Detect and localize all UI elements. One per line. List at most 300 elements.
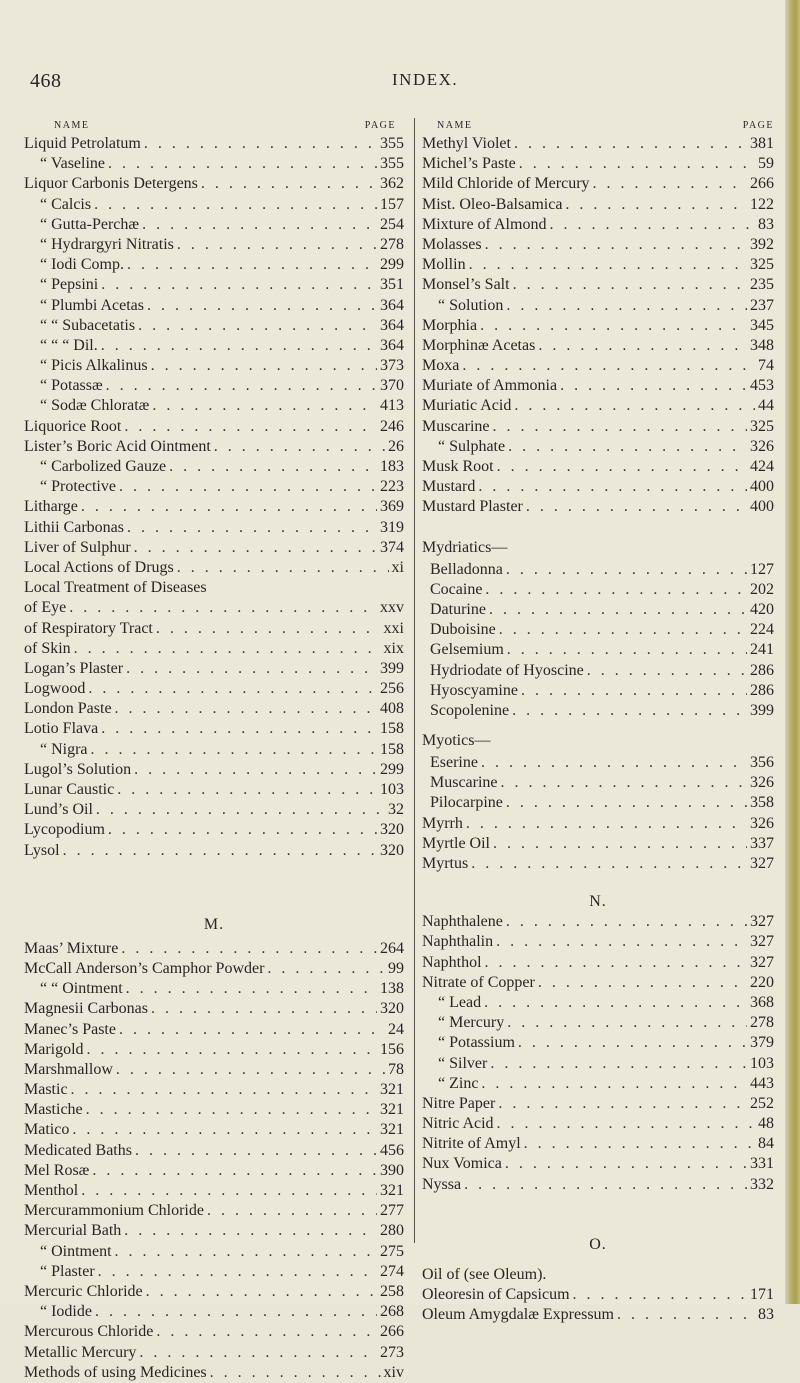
index-entry <box>24 396 404 416</box>
entry-page-number: 103 <box>750 1054 774 1072</box>
entry-page-number: 355 <box>380 155 404 173</box>
leader-dots <box>124 1221 377 1241</box>
leader-dots <box>466 814 747 834</box>
leader-dots <box>485 580 747 600</box>
entry-list <box>24 939 404 1383</box>
leader-dots <box>146 1282 377 1302</box>
entry-page-number: 374 <box>380 538 404 556</box>
entry-name: Duboisine <box>430 621 496 639</box>
entry-page-number: 26 <box>388 437 404 455</box>
entry-name: Mustard <box>422 478 476 496</box>
entry-name: “ Plaster <box>40 1262 95 1280</box>
entry-name: Daturine <box>430 600 486 618</box>
entry-name: Logan’s Plaster <box>24 659 124 677</box>
index-entry <box>422 1033 774 1053</box>
leader-dots <box>139 1343 377 1363</box>
leader-dots <box>71 1080 377 1100</box>
entry-page-number: 327 <box>750 953 774 971</box>
entry-list <box>24 134 404 578</box>
entry-page-number: 321 <box>380 1182 404 1199</box>
index-entry <box>422 661 774 681</box>
entry-page-number: 246 <box>380 417 404 435</box>
leader-dots <box>126 979 377 999</box>
entry-page-number: 369 <box>380 498 404 516</box>
index-entry <box>24 1080 404 1100</box>
entry-page-number: 351 <box>380 276 404 294</box>
index-entry <box>422 457 774 477</box>
entry-page-number: xxv <box>380 599 404 617</box>
entry-page-number: 392 <box>750 235 774 253</box>
leader-dots <box>138 316 377 336</box>
entry-name: Naphthalene <box>422 913 503 931</box>
leader-dots <box>142 215 377 235</box>
index-entry <box>24 1060 404 1080</box>
entry-name: Manec’s Paste <box>24 1020 116 1038</box>
right-column-header <box>422 118 774 134</box>
entry-list <box>422 560 774 722</box>
index-entry <box>24 659 404 679</box>
index-entry <box>24 356 404 376</box>
entry-name: Litharge <box>24 498 78 516</box>
entry-page-number: 277 <box>380 1202 404 1220</box>
index-entry <box>24 477 404 497</box>
leader-dots <box>119 477 377 497</box>
leader-dots <box>485 953 747 973</box>
entry-name: of Eye <box>24 599 67 617</box>
leader-dots <box>210 1363 381 1383</box>
index-entry <box>24 959 404 979</box>
entry-name: Liquor Carbonis Detergens <box>24 175 198 193</box>
entry-name: Oleum Amygdalæ Expressum <box>422 1306 614 1324</box>
entry-name: Molasses <box>422 235 482 253</box>
book-spine-edge <box>785 0 800 1304</box>
leader-dots <box>156 1322 377 1342</box>
entry-page-number: 44 <box>758 397 774 415</box>
entry-name: Mastiche <box>24 1101 83 1119</box>
index-entry <box>422 437 774 457</box>
leader-dots <box>267 959 385 979</box>
entry-page-number: 237 <box>750 296 774 314</box>
entry-name: Morphinæ Acetas <box>422 336 536 354</box>
index-entry <box>24 760 404 780</box>
index-entry <box>24 1181 404 1201</box>
leader-dots <box>169 457 377 477</box>
page-column-label: PAGE <box>742 120 774 131</box>
entry-page-number: 286 <box>750 661 774 679</box>
leader-dots <box>135 1141 377 1161</box>
index-entry <box>24 417 404 437</box>
index-entry <box>422 912 774 932</box>
entry-name: Methyl Violet <box>422 135 511 152</box>
entry-name: Muscarine <box>422 417 490 435</box>
index-entry <box>422 1114 774 1134</box>
entry-name: “ Lead <box>438 993 482 1011</box>
leader-dots <box>469 255 747 275</box>
entry-page-number: 356 <box>750 754 774 772</box>
entry-name: Mastic <box>24 1081 68 1099</box>
index-entry <box>24 174 404 194</box>
entry-page-number: 59 <box>758 155 774 173</box>
entry-page-number: 223 <box>380 478 404 496</box>
entry-page-number: 286 <box>750 681 774 699</box>
index-entry <box>422 600 774 620</box>
index-entry <box>24 154 404 174</box>
leader-dots <box>86 1100 377 1120</box>
entry-name: Eserine <box>430 754 478 772</box>
section-letter-o: O. <box>589 1235 607 1253</box>
leader-dots <box>88 679 377 699</box>
name-column-label: NAME <box>54 120 90 131</box>
leader-dots <box>81 1181 377 1201</box>
entry-page-number: 256 <box>380 680 404 698</box>
entry-name: Naphthalin <box>422 933 494 951</box>
entry-page-number: 264 <box>380 939 404 957</box>
entry-list <box>422 1285 774 1325</box>
index-entry <box>422 215 774 235</box>
index-entry <box>24 336 404 356</box>
entry-page-number: 171 <box>750 1286 774 1303</box>
page-number: 468 <box>30 70 62 92</box>
entry-name: Lycopodium <box>24 821 105 839</box>
index-entry <box>24 999 404 1019</box>
index-entry <box>24 1322 404 1342</box>
index-entry <box>24 497 404 517</box>
index-entry <box>422 1054 774 1074</box>
index-entry <box>422 701 774 721</box>
entry-page-number: 138 <box>380 980 404 998</box>
entry-name: Nitrite of Amyl <box>422 1135 521 1153</box>
entry-page-number: 320 <box>380 1000 404 1018</box>
index-entry <box>422 1074 774 1094</box>
index-entry <box>422 560 774 580</box>
index-entry <box>422 376 774 396</box>
entry-page-number: 258 <box>380 1282 404 1300</box>
leader-dots <box>496 932 747 952</box>
leader-dots <box>538 336 747 356</box>
page-header <box>0 70 785 102</box>
leader-dots <box>501 773 747 793</box>
index-entry <box>422 134 774 154</box>
index-entry <box>422 993 774 1013</box>
index-entry <box>24 820 404 840</box>
entry-page-number: 32 <box>388 801 404 819</box>
entry-list <box>24 598 404 659</box>
leader-dots <box>87 1040 377 1060</box>
entry-name: Mist. Oleo-Balsamica <box>422 195 563 213</box>
entry-page-number: 331 <box>750 1155 774 1173</box>
index-entry <box>24 979 404 999</box>
entry-page-number: 157 <box>380 195 404 213</box>
entry-page-number: 254 <box>380 215 404 233</box>
entry-name: “ Vaseline <box>40 155 106 173</box>
index-entry <box>422 814 774 834</box>
leader-dots <box>481 753 747 773</box>
entry-page-number: 370 <box>380 377 404 395</box>
entry-name: “ Mercury <box>438 1014 505 1032</box>
entry-name: Lund’s Oil <box>24 801 93 819</box>
entry-name: Moxa <box>422 357 460 375</box>
entry-name: Lotio Flava <box>24 720 99 738</box>
index-entry <box>422 773 774 793</box>
entry-page-number: 390 <box>380 1161 404 1179</box>
index-entry <box>422 477 774 497</box>
entry-page-number: 278 <box>380 235 404 253</box>
entry-page-number: 99 <box>388 959 404 977</box>
entry-name: London Paste <box>24 700 112 718</box>
entry-page-number: 443 <box>750 1074 774 1092</box>
entry-name: Myrtus <box>422 855 469 872</box>
leader-dots <box>514 134 747 154</box>
entry-page-number: 220 <box>750 973 774 991</box>
entry-name: Lister’s Boric Acid Ointment <box>24 437 211 455</box>
entry-name: Myrtle Oil <box>422 834 490 852</box>
index-entry <box>422 174 774 194</box>
leader-dots <box>484 993 747 1013</box>
leader-dots <box>493 834 747 854</box>
leader-dots <box>108 820 377 840</box>
entry-name: Nitre Paper <box>422 1094 496 1112</box>
leader-dots <box>74 639 381 659</box>
index-entry <box>24 215 404 235</box>
index-entry <box>24 1201 404 1221</box>
entry-name: “ Carbolized Gauze <box>40 458 167 475</box>
entry-name: “ Sodæ Chloratæ <box>40 397 150 415</box>
leader-dots <box>538 973 747 993</box>
leader-dots <box>490 1054 747 1074</box>
leader-dots <box>151 999 377 1019</box>
leader-dots <box>489 600 747 620</box>
entry-page-number: 362 <box>380 175 404 193</box>
leader-dots <box>526 497 747 517</box>
mydriatics-heading: Mydriatics— <box>422 538 508 556</box>
index-entry <box>422 255 774 275</box>
index-entry <box>24 841 404 861</box>
left-column <box>24 118 404 1383</box>
left-column-header <box>24 118 404 134</box>
entry-page-number: 156 <box>380 1040 404 1058</box>
leader-dots <box>521 681 747 701</box>
entry-name: Mercurial Bath <box>24 1222 122 1240</box>
entry-page-number: 399 <box>380 659 404 677</box>
myotics-heading: Myotics— <box>422 732 491 750</box>
leader-dots <box>507 1013 747 1033</box>
index-entry <box>24 518 404 538</box>
index-entry <box>24 1040 404 1060</box>
entry-page-number: 321 <box>380 1081 404 1099</box>
leader-dots <box>152 396 377 416</box>
index-entry <box>422 793 774 813</box>
entry-page-number: 326 <box>750 814 774 832</box>
entry-page-number: 400 <box>750 498 774 516</box>
entry-name: Mel Rosæ <box>24 1161 90 1179</box>
leader-dots <box>518 1033 747 1053</box>
index-entry <box>24 598 404 618</box>
entry-name: Hyoscyamine <box>430 681 518 699</box>
entry-page-number: 183 <box>380 458 404 475</box>
index-entry <box>24 538 404 558</box>
entry-name: Lunar Caustic <box>24 781 115 798</box>
entry-page-number: 83 <box>758 1306 774 1324</box>
entry-list <box>24 659 404 861</box>
leader-dots <box>108 154 377 174</box>
entry-page-number: 364 <box>380 336 404 354</box>
entry-page-number: 122 <box>750 195 774 213</box>
leader-dots <box>92 1161 377 1181</box>
leader-dots <box>498 1094 747 1114</box>
entry-page-number: 368 <box>750 993 774 1011</box>
leader-dots <box>126 659 377 679</box>
leader-dots <box>565 195 747 215</box>
entry-name: Naphthol <box>422 953 482 971</box>
entry-name: Morphia <box>422 316 478 334</box>
entry-name: Myrrh <box>422 814 463 832</box>
entry-name: Mollin <box>422 256 466 274</box>
leader-dots <box>464 1175 747 1195</box>
leader-dots <box>514 396 755 416</box>
entry-name: Belladonna <box>430 560 503 578</box>
entry-name: “ Sulphate <box>438 437 506 455</box>
right-column <box>422 118 774 1325</box>
leader-dots <box>91 740 377 760</box>
index-entry <box>422 1154 774 1174</box>
index-entry <box>24 1262 404 1282</box>
leader-dots <box>497 457 747 477</box>
leader-dots <box>508 437 747 457</box>
entry-page-number: 24 <box>388 1020 404 1038</box>
index-entry <box>422 195 774 215</box>
entry-name: Magnesii Carbonas <box>24 1000 148 1018</box>
entry-page-number: 266 <box>750 175 774 193</box>
leader-dots <box>493 417 747 437</box>
entry-page-number: 320 <box>380 841 404 859</box>
index-entry <box>422 681 774 701</box>
leader-dots <box>506 793 747 813</box>
entry-name: Mild Chloride of Mercury <box>422 175 590 193</box>
entry-name: Logwood <box>24 680 86 698</box>
leader-dots <box>617 1305 755 1325</box>
index-entry <box>24 719 404 739</box>
entry-name: Local Actions of Drugs <box>24 558 174 576</box>
entry-page-number: 158 <box>380 720 404 738</box>
entry-name: Maas’ Mixture <box>24 939 119 957</box>
entry-page-number: 379 <box>750 1034 774 1052</box>
index-entry <box>24 1343 404 1363</box>
entry-page-number: 280 <box>380 1222 404 1240</box>
entry-page-number: 74 <box>758 357 774 375</box>
leader-dots <box>144 134 377 154</box>
entry-name: Monsel’s Salt <box>422 276 510 294</box>
index-entry <box>422 973 774 993</box>
entry-page-number: 453 <box>750 377 774 395</box>
page-column-label: PAGE <box>364 120 396 131</box>
entry-name: Muriatic Acid <box>422 397 512 415</box>
index-entry <box>422 497 774 517</box>
entry-page-number: 321 <box>380 1101 404 1119</box>
entry-name: “ Solution <box>438 296 504 314</box>
index-entry <box>422 336 774 356</box>
entry-page-number: 348 <box>750 336 774 354</box>
leader-dots <box>119 1020 385 1040</box>
leader-dots <box>207 1201 377 1221</box>
entry-page-number: 326 <box>750 774 774 792</box>
leader-dots <box>519 154 755 174</box>
entry-name: “ “ Ointment <box>40 980 123 998</box>
entry-list <box>422 814 774 875</box>
leader-dots <box>115 1242 377 1262</box>
entry-name: Metallic Mercury <box>24 1343 137 1361</box>
entry-page-number: 224 <box>750 621 774 639</box>
leader-dots <box>593 174 747 194</box>
entry-page-number: xiv <box>383 1363 404 1381</box>
leader-dots <box>480 316 747 336</box>
index-entry <box>422 1175 774 1195</box>
index-entry <box>24 740 404 760</box>
entry-page-number: 268 <box>380 1303 404 1321</box>
index-entry <box>422 854 774 874</box>
entry-page-number: 373 <box>380 357 404 375</box>
entry-page-number: 325 <box>750 256 774 274</box>
entry-page-number: 358 <box>750 794 774 812</box>
entry-name: Methods of using Medicines <box>24 1363 207 1381</box>
entry-name: “ Hydrargyri Nitratis <box>40 235 174 253</box>
leader-dots <box>497 1114 755 1134</box>
leader-dots <box>106 376 377 396</box>
index-entry <box>422 580 774 600</box>
entry-name: “ Zinc <box>438 1074 479 1092</box>
entry-name: “ Picis Alkalinus <box>40 357 148 375</box>
entry-name: Nyssa <box>422 1175 462 1193</box>
entry-name: Liver of Sulphur <box>24 538 131 556</box>
entry-page-number: 103 <box>380 781 404 798</box>
index-entry <box>24 1161 404 1181</box>
index-entry <box>422 1134 774 1154</box>
index-entry <box>422 154 774 174</box>
leader-dots <box>134 538 377 558</box>
index-entry <box>24 1141 404 1161</box>
entry-name: Musk Root <box>422 458 494 475</box>
entry-page-number: 202 <box>750 580 774 598</box>
entry-page-number: 364 <box>380 316 404 334</box>
leader-dots <box>512 701 747 721</box>
entry-page-number: 420 <box>750 600 774 618</box>
entry-name: “ Protective <box>40 478 116 496</box>
entry-page-number: xi <box>391 558 404 576</box>
entry-name: of Respiratory Tract <box>24 619 153 637</box>
entry-page-number: 327 <box>750 855 774 872</box>
entry-page-number: 127 <box>750 560 774 578</box>
leader-dots <box>115 699 377 719</box>
entry-list <box>422 134 774 518</box>
leader-dots <box>96 800 385 820</box>
leader-dots <box>214 437 385 457</box>
leader-dots <box>147 296 377 316</box>
entry-name: “ “ Subacetatis <box>40 316 136 334</box>
entry-name: Michel’s Paste <box>422 155 516 173</box>
index-entry <box>24 316 404 336</box>
entry-name: Nitric Acid <box>422 1115 494 1133</box>
index-entry <box>24 134 404 154</box>
leader-dots <box>499 620 747 640</box>
entry-name: Mercurammonium Chloride <box>24 1202 204 1220</box>
entry-page-number: 327 <box>750 913 774 931</box>
index-entry <box>422 296 774 316</box>
entry-name: Matico <box>24 1121 70 1139</box>
index-entry <box>24 1020 404 1040</box>
index-entry <box>422 953 774 973</box>
entry-page-number: 355 <box>380 135 404 152</box>
leader-dots <box>177 558 389 578</box>
column-divider <box>414 118 415 1243</box>
